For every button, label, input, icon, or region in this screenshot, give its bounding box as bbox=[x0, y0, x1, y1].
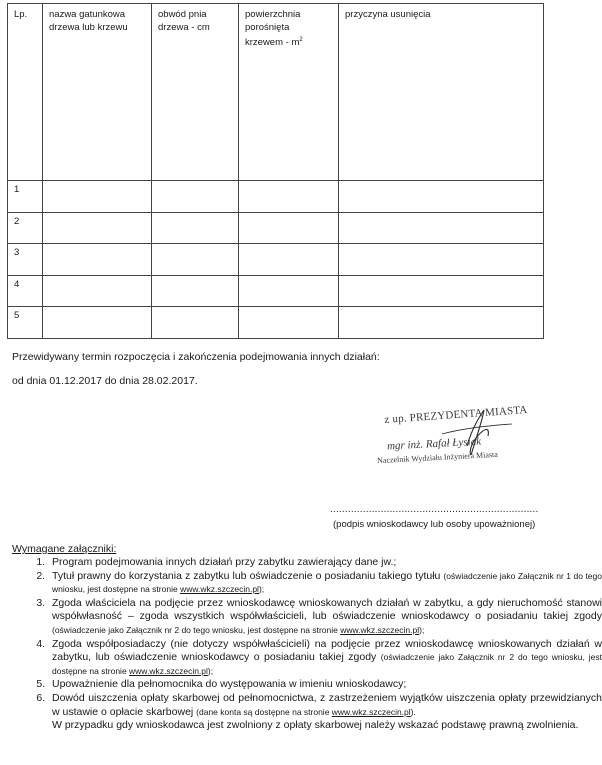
link-wkz[interactable]: www.wkz.szczecin.pl bbox=[129, 665, 208, 676]
cell-species[interactable] bbox=[43, 244, 152, 276]
table-row bbox=[8, 181, 544, 213]
header-shrub-area: powierzchnia porośnięta krzewem - $m^2$ bbox=[239, 4, 339, 181]
cell-reason[interactable] bbox=[339, 275, 544, 307]
cell-area[interactable] bbox=[239, 212, 339, 244]
cell-species[interactable] bbox=[43, 275, 152, 307]
table-row bbox=[8, 212, 544, 244]
cell-area[interactable] bbox=[239, 181, 339, 213]
tax-exemption-note: W przypadku gdy wnioskodawca jest zwolniony z opłaty skarbowej należy wskazać podstawę prawną zwolnienia. bbox=[52, 719, 579, 732]
row-number: 3 bbox=[8, 244, 43, 276]
attachments-title: Wymagane załączniki: bbox=[12, 543, 117, 555]
cell-reason[interactable] bbox=[339, 244, 544, 276]
stamp-name: mgr inż. Rafał Łysiak bbox=[386, 435, 482, 453]
row-number: 4 bbox=[8, 275, 43, 307]
list-item: 6. Dowód uiszczenia opłaty skarbowej od pełnomocnictwa, z zastrzeżeniem wyjątków uiszczenia opłaty przewidzianych w ustawie o opłacie skarbowej (dane konta są dostępne na stronie www.wkz.szczecin.pl). W przypadku gdy wnioskodawca jest zwolniony z opłaty skarbowej należy wskazać podstawę prawną zwolnienia. bbox=[48, 692, 602, 733]
signature-caption: (podpis wnioskodawcy lub osoby upoważnionej) bbox=[333, 519, 536, 530]
table-row bbox=[8, 244, 544, 276]
table-row bbox=[8, 307, 544, 339]
signature-line: ...................................................................... bbox=[330, 504, 539, 515]
cell-species[interactable] bbox=[43, 307, 152, 339]
link-wkz[interactable]: www.wkz.szczecin.pl bbox=[180, 584, 259, 595]
cell-reason[interactable] bbox=[339, 307, 544, 339]
cell-girth[interactable] bbox=[152, 212, 239, 244]
list-item: 2. Tytuł prawny do korzystania z zabytku lub oświadczenie o posiadaniu takiego tytułu (oświadczenie jako Załącznik nr 1 do tego wniosku, jest dostępne na stronie www.wkz.szczecin.pl); bbox=[48, 570, 602, 597]
cell-girth[interactable] bbox=[152, 244, 239, 276]
attachments-list bbox=[8, 556, 602, 733]
trees-table bbox=[7, 3, 544, 339]
cell-area[interactable] bbox=[239, 275, 339, 307]
header-species-name: nazwa gatunkowa drzewa lub krzewu bbox=[43, 4, 152, 181]
list-item: 1. Program podejmowania innych działań przy zabytku zawierający dane jw.; bbox=[48, 556, 602, 570]
list-item: 5. Upoważnienie dla pełnomocnika do występowania w imieniu wnioskodawcy; bbox=[48, 678, 602, 692]
link-wkz[interactable]: www.wkz.szczecin.pl bbox=[340, 624, 420, 635]
list-item: 3. Zgoda właściciela na podjęcie przez wnioskodawcę wnioskowanych działań w zabytku, a gdy nieruchomość stanowi współwłasność – zgoda wszystkich współwłaścicieli, lub oświadczenie wnioskodawcy o posiadaniu takiej zgody (oświadczenie jako Załącznik nr 2 do tego wniosku, jest dostępne na stronie www.wkz.szczecin.pl); bbox=[48, 597, 602, 638]
link-wkz[interactable]: www.wkz.szczecin.pl bbox=[331, 706, 411, 717]
cell-girth[interactable] bbox=[152, 275, 239, 307]
stamp-title: z up. PREZYDENTA MIASTA bbox=[384, 403, 528, 426]
term-dates: od dnia 01.12.2017 do dnia 28.02.2017. bbox=[12, 375, 198, 387]
row-number: 2 bbox=[8, 212, 43, 244]
cell-species[interactable] bbox=[43, 212, 152, 244]
header-lp: Lp. bbox=[8, 4, 43, 181]
term-heading: Przewidywany termin rozpoczęcia i zakończenia podejmowania innych działań: bbox=[12, 351, 380, 363]
cell-girth[interactable] bbox=[152, 307, 239, 339]
cell-reason[interactable] bbox=[339, 181, 544, 213]
header-trunk-girth: obwód pnia drzewa - cm bbox=[152, 4, 239, 181]
cell-area[interactable] bbox=[239, 307, 339, 339]
row-number: 1 bbox=[8, 181, 43, 213]
list-item: 4. Zgoda współposiadaczy (nie dotyczy współwłaścicieli) na podjęcie przez wnioskodawcę wnioskowanych działań w zabytku, lub oświadczenie wnioskodawcy o posiadaniu takiej zgody (oświadczenie jako Załącznik nr 2 do tego wniosku, jest dostępne na stronie www.wkz.szczecin.pl); bbox=[48, 638, 602, 679]
stamp-position: Naczelnik Wydziału Inżyniera Miasta bbox=[376, 449, 499, 466]
cell-area[interactable] bbox=[239, 244, 339, 276]
header-removal-reason: przyczyna usunięcia bbox=[339, 4, 544, 181]
cell-species[interactable] bbox=[43, 181, 152, 213]
official-stamp bbox=[372, 403, 547, 480]
row-number: 5 bbox=[8, 307, 43, 339]
cell-girth[interactable] bbox=[152, 181, 239, 213]
cell-reason[interactable] bbox=[339, 212, 544, 244]
table-row bbox=[8, 275, 544, 307]
table-header-row bbox=[8, 4, 544, 181]
